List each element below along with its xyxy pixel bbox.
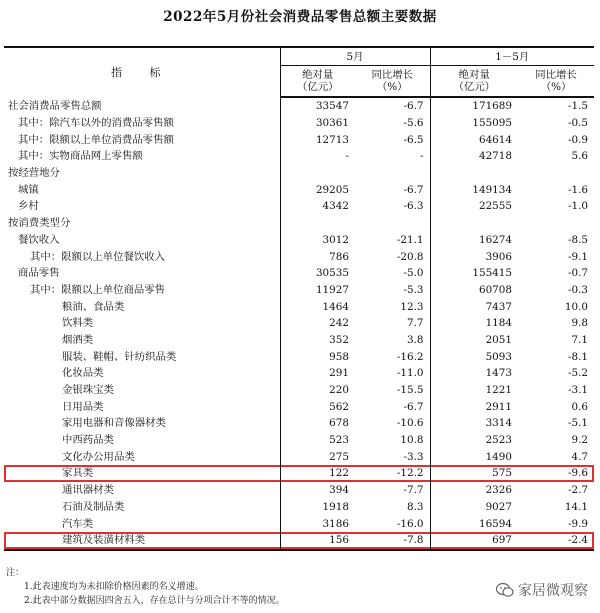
yoy-unit: （%）: [376, 81, 408, 93]
may-abs-cell: 33547: [280, 97, 355, 115]
ytd-abs-cell: 2523: [430, 432, 518, 449]
ytd-abs-cell: 42718: [430, 148, 518, 165]
ytd-abs-cell: 1184: [430, 315, 518, 332]
abs-label: 绝对量: [302, 69, 334, 81]
may-yoy-cell: -10.6: [396, 417, 424, 430]
row-label: 乡村: [18, 200, 39, 213]
may-abs-cell: 30535: [280, 265, 355, 282]
may-period-header: 5月: [280, 47, 430, 66]
ytd-abs-cell: 155095: [430, 115, 518, 132]
row-label: 中西药品类: [62, 434, 114, 447]
ytd-yoy-cell: 4.7: [571, 450, 589, 463]
ytd-abs-cell: 2326: [430, 482, 518, 499]
watermark-text: 家居微观察: [518, 583, 588, 599]
may-yoy-cell: -7.7: [403, 484, 424, 497]
may-yoy-cell: [355, 215, 430, 232]
jan-may-period-header: 1－5月: [430, 47, 594, 66]
may-abs-cell: 1918: [280, 499, 355, 516]
ytd-abs-cell: 575: [430, 465, 518, 482]
table-row: [4, 348, 594, 365]
may-yoy-cell: [355, 165, 430, 182]
may-yoy-cell: -5.3: [403, 283, 424, 296]
ytd-yoy-cell: -2.4: [518, 532, 594, 550]
table-row: [4, 282, 594, 299]
row-label: 社会消费品零售总额: [8, 99, 102, 112]
table-row: [4, 298, 594, 315]
may-abs-cell: 30361: [280, 115, 355, 132]
may-abs-header: [280, 66, 355, 98]
table-row: [4, 181, 594, 198]
may-abs-cell: 12713: [280, 131, 355, 148]
row-label: 按经营地分: [8, 167, 60, 180]
ytd-yoy-cell: [518, 215, 594, 232]
ytd-yoy-cell: 7.1: [571, 333, 589, 346]
table-row: [4, 482, 594, 499]
may-abs-cell: -: [280, 148, 355, 165]
watermark: [496, 580, 588, 600]
may-yoy-cell: -5.6: [403, 117, 424, 130]
table-row: [4, 398, 594, 415]
table-row: [4, 198, 594, 215]
ytd-yoy-cell: -0.9: [567, 133, 589, 146]
table-row: [4, 532, 594, 550]
table-row: [4, 232, 594, 249]
may-abs-cell: 562: [280, 398, 355, 415]
may-yoy-cell: -20.8: [396, 250, 424, 263]
may-abs-cell: 122: [280, 465, 355, 482]
retail-sales-table: [4, 46, 594, 551]
table-row: [4, 448, 594, 465]
may-yoy-cell: 12.3: [400, 300, 424, 313]
ytd-abs-cell: 149134: [430, 181, 518, 198]
ytd-yoy-cell: -1.5: [567, 100, 589, 113]
ytd-yoy-cell: -9.1: [567, 250, 589, 263]
ytd-abs-cell: 1221: [430, 382, 518, 399]
may-abs-cell: 394: [280, 482, 355, 499]
may-abs-cell: 352: [280, 332, 355, 349]
may-abs-cell: 275: [280, 448, 355, 465]
may-abs-cell: 29205: [280, 181, 355, 198]
row-label: 按消费类型分: [8, 217, 71, 230]
notes-label: 注：: [6, 568, 25, 578]
ytd-abs-header: [430, 66, 518, 98]
may-yoy-cell: -12.2: [355, 465, 430, 482]
ytd-yoy-cell: 10.0: [564, 300, 589, 313]
row-label: 其中：除汽车以外的消费品零售额: [18, 117, 174, 130]
row-label: 服装、鞋帽、针纺织品类: [62, 350, 177, 363]
row-label: 汽车类: [62, 517, 94, 530]
row-label: 其中：限额以上单位商品零售: [30, 283, 166, 296]
row-label: 文化办公用品类: [62, 450, 135, 463]
ytd-abs-cell: 2911: [430, 398, 518, 415]
may-yoy-cell: -16.2: [396, 350, 424, 363]
may-yoy-cell: -21.1: [396, 233, 424, 246]
may-yoy-cell: -6.7: [403, 183, 424, 196]
ytd-yoy-cell: -5.1: [567, 417, 589, 430]
may-abs-cell: 523: [280, 432, 355, 449]
yoy-label: 同比增长: [535, 69, 577, 81]
table-row: [4, 499, 594, 516]
row-label: 通讯器材类: [62, 484, 114, 497]
may-abs-cell: 4342: [280, 198, 355, 215]
ytd-abs-cell: 1473: [430, 365, 518, 382]
table-row: [4, 315, 594, 332]
abs-unit: （亿元）: [296, 81, 339, 93]
row-label: 日用品类: [62, 400, 104, 413]
may-abs-cell: 220: [280, 382, 355, 399]
ytd-abs-cell: 697: [430, 532, 518, 550]
ytd-yoy-cell: -0.7: [567, 267, 589, 280]
ytd-yoy-cell: -8.1: [567, 350, 589, 363]
ytd-yoy-cell: -9.6: [518, 465, 594, 482]
row-label: 化妆品类: [62, 367, 104, 380]
ytd-yoy-cell: -2.7: [567, 484, 589, 497]
ytd-abs-cell: 16594: [430, 515, 518, 532]
may-yoy-cell: -: [420, 150, 424, 163]
may-yoy-cell: 7.7: [406, 317, 424, 330]
ytd-abs-cell: 171689: [430, 97, 518, 115]
indicator-header: 指 标: [4, 47, 280, 97]
may-yoy-cell: -15.5: [396, 384, 424, 397]
row-label: 商品零售: [18, 267, 60, 280]
ytd-yoy-cell: -1.6: [567, 183, 589, 196]
may-abs-cell: 11927: [280, 282, 355, 299]
row-label: 城镇: [18, 183, 39, 196]
may-yoy-cell: -5.0: [403, 267, 424, 280]
table-row: [4, 382, 594, 399]
may-abs-cell: 242: [280, 315, 355, 332]
ytd-yoy-cell: 9.8: [571, 317, 589, 330]
ytd-abs-cell: 9027: [430, 499, 518, 516]
may-abs-cell: [280, 165, 355, 182]
may-abs-cell: 678: [280, 415, 355, 432]
may-abs-cell: 3186: [280, 515, 355, 532]
may-yoy-cell: -6.3: [403, 200, 424, 213]
ytd-abs-cell: 2051: [430, 332, 518, 349]
ytd-abs-cell: 16274: [430, 232, 518, 249]
row-label: 餐饮收入: [18, 233, 60, 246]
may-yoy-cell: -3.3: [403, 450, 424, 463]
may-yoy-cell: -6.7: [403, 400, 424, 413]
may-abs-cell: 291: [280, 365, 355, 382]
table-row: [4, 215, 594, 232]
ytd-yoy-cell: -1.0: [567, 200, 589, 213]
may-yoy-cell: 8.3: [406, 500, 424, 513]
table-row: [4, 131, 594, 148]
footnotes: [6, 566, 285, 608]
table-row: [4, 432, 594, 449]
ytd-yoy-cell: 9.2: [571, 434, 589, 447]
ytd-yoy-cell: -3.1: [567, 384, 589, 397]
ytd-yoy-cell: -0.3: [567, 283, 589, 296]
header-row-periods: [4, 47, 594, 66]
may-abs-cell: 156: [280, 532, 355, 550]
may-yoy-cell: -6.7: [403, 100, 424, 113]
may-yoy-cell: -6.5: [403, 133, 424, 146]
row-label: 家具类: [4, 465, 280, 482]
table-row: [4, 165, 594, 182]
yoy-label: 同比增长: [371, 69, 414, 81]
may-abs-cell: 786: [280, 248, 355, 265]
may-yoy-cell: -16.0: [396, 517, 424, 530]
yoy-unit: （%）: [540, 81, 572, 93]
ytd-abs-cell: 1490: [430, 448, 518, 465]
table-row: [4, 97, 594, 115]
ytd-yoy-cell: -0.5: [567, 117, 589, 130]
table-row: [4, 248, 594, 265]
row-label: 饮料类: [62, 317, 94, 330]
table-row: [4, 465, 594, 482]
ytd-abs-cell: [430, 215, 518, 232]
may-yoy-header: [355, 66, 430, 98]
ytd-yoy-cell: 0.6: [571, 400, 589, 413]
row-label: 家用电器和音像器材类: [62, 417, 166, 430]
ytd-yoy-cell: [518, 165, 594, 182]
ytd-yoy-cell: -8.5: [567, 233, 589, 246]
may-abs-cell: 3012: [280, 232, 355, 249]
row-label: 建筑及装潢材料类: [4, 532, 280, 550]
note-2: 2.此表中部分数据因四舍五入，存在总计与分项合计不等的情况。: [24, 596, 285, 606]
page-title: 2022年5月份社会消费品零售总额主要数据: [163, 9, 437, 25]
may-yoy-cell: -7.8: [355, 532, 430, 550]
table-row: [4, 115, 594, 132]
may-yoy-cell: -11.0: [396, 367, 424, 380]
may-abs-cell: 958: [280, 348, 355, 365]
abs-unit: （亿元）: [453, 81, 496, 93]
ytd-abs-cell: 5093: [430, 348, 518, 365]
may-yoy-cell: 10.8: [400, 434, 424, 447]
row-label: 其中：实物商品网上零售额: [18, 150, 143, 163]
ytd-abs-cell: 64614: [430, 131, 518, 148]
ytd-abs-cell: [430, 165, 518, 182]
row-label: 粮油、食品类: [62, 300, 125, 313]
ytd-abs-cell: 22555: [430, 198, 518, 215]
row-label: 其中：限额以上单位消费品零售额: [18, 133, 174, 146]
ytd-yoy-cell: 14.1: [564, 500, 589, 513]
table-row: [4, 148, 594, 165]
may-yoy-cell: 3.8: [406, 333, 424, 346]
ytd-yoy-cell: 5.6: [571, 150, 589, 163]
table-row: [4, 515, 594, 532]
table-row: [4, 265, 594, 282]
ytd-abs-cell: 60708: [430, 282, 518, 299]
ytd-abs-cell: 3906: [430, 248, 518, 265]
table-body: [4, 97, 594, 550]
note-1: 1.此表速度均为未扣除价格因素的名义增速。: [24, 582, 204, 592]
chat-bubble-icon: [496, 582, 514, 598]
may-abs-cell: [280, 215, 355, 232]
row-label: 石油及制品类: [62, 500, 125, 513]
table-row: [4, 365, 594, 382]
ytd-abs-cell: 155415: [430, 265, 518, 282]
table-row: [4, 415, 594, 432]
row-label: 烟酒类: [62, 333, 94, 346]
table-row: [4, 332, 594, 349]
ytd-abs-cell: 3314: [430, 415, 518, 432]
may-abs-cell: 1464: [280, 298, 355, 315]
ytd-abs-cell: 7437: [430, 298, 518, 315]
ytd-yoy-cell: -9.9: [567, 517, 589, 530]
row-label: 其中：限额以上单位餐饮收入: [30, 250, 166, 263]
abs-label: 绝对量: [458, 69, 490, 81]
ytd-yoy-header: [518, 66, 594, 98]
row-label: 金银珠宝类: [62, 384, 114, 397]
ytd-yoy-cell: -5.2: [567, 367, 589, 380]
